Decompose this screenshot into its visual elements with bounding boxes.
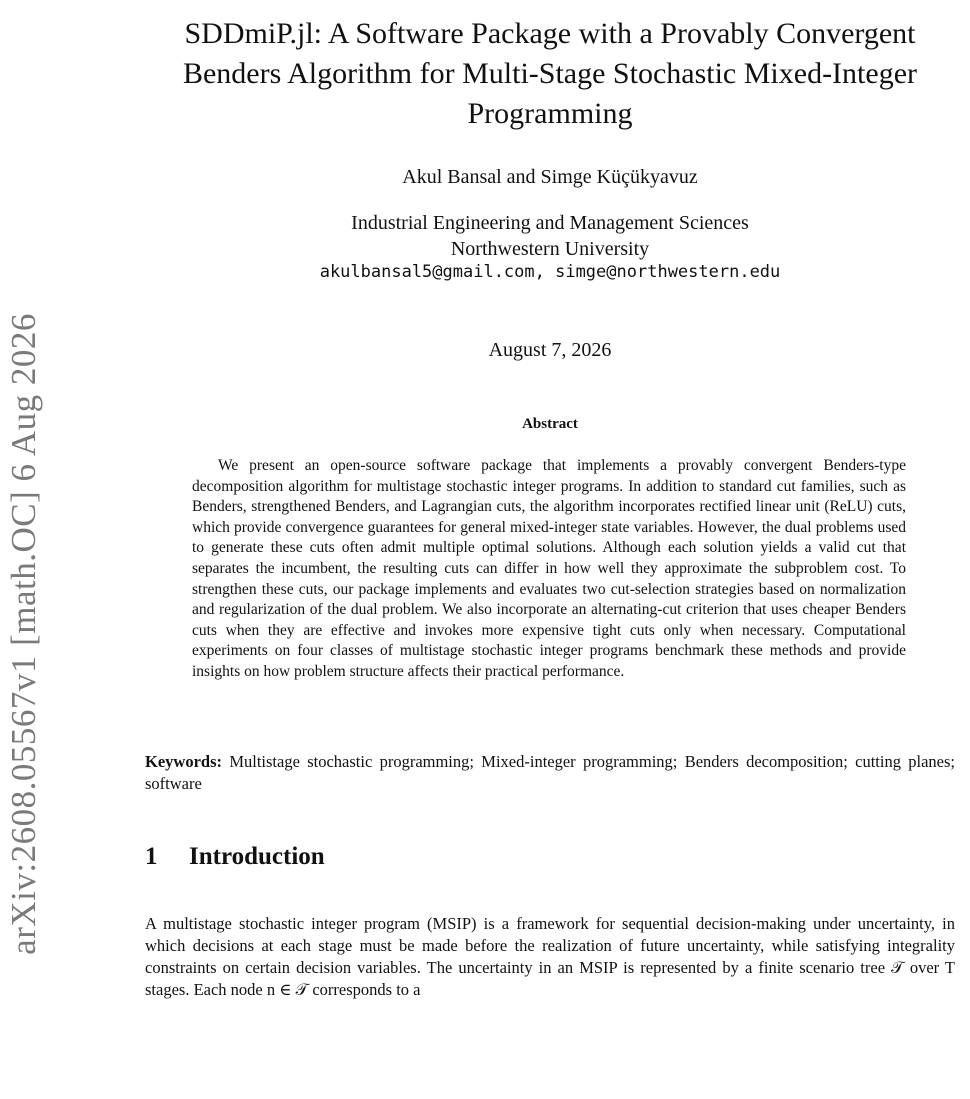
paper-title: SDDmiP.jl: A Software Package with a Provably Convergent Benders Algorithm for Multi-Stage Stochastic Mixed-Integer Programming bbox=[182, 17, 918, 130]
section-title: Introduction bbox=[189, 843, 325, 870]
introduction-text: A multistage stochastic integer program (MSIP) is a framework for sequential decision-making under uncertainty, in which decisions at each stage must be made before the realization of future uncertainty, while satisfying integrality constraints on certain decision variables. The uncertainty in an MSIP is represented by a finite scenario tree 𝒯 over T stages. Each node n ∈ 𝒯 corresponds to a bbox=[145, 914, 955, 999]
section-number: 1 bbox=[145, 843, 158, 870]
paper-date: August 7, 2026 bbox=[488, 339, 612, 361]
author-emails: akulbansal5@gmail.com, simge@northwestern.edu bbox=[319, 262, 781, 282]
abstract-heading: Abstract bbox=[522, 416, 578, 432]
keywords-label: Keywords: bbox=[145, 752, 222, 771]
department: Industrial Engineering and Management Sciences bbox=[351, 212, 749, 234]
abstract-text: We present an open-source software package that implements a provably convergent Benders-type decomposition algorithm for multistage stochastic integer programs. In addition to standard cut families, such as Benders, strengthened Benders, and Lagrangian cuts, the algorithm incorporates rectified linear unit (ReLU) cuts, which provide convergence guarantees for general mixed-integer state variables. However, the dual problems used to generate these cuts often admit multiple optimal solutions. Although each solution yields a valid cut that separates the incumbent, the resulting cuts can differ in how well they approximate the subproblem cost. To strengthen these cuts, our package implements and evaluates two cut-selection strategies based on normalization and regularization of the dual problem. We also incorporate an alternating-cut criterion that uses cheaper Benders cuts when they are effective and invokes more expensive tight cuts only when necessary. Computational experiments on four classes of multistage stochastic integer programs benchmark these methods and provide insights on how problem structure affects their practical performance. bbox=[192, 457, 906, 680]
affiliation bbox=[145, 210, 955, 262]
section-heading bbox=[145, 843, 325, 871]
authors: Akul Bansal and Simge Küçükyavuz bbox=[402, 166, 698, 188]
arxiv-identifier: arXiv:2608.05567v1 [math.OC] 6 Aug 2026 bbox=[4, 313, 43, 955]
keywords-text: Multistage stochastic programming; Mixed-integer programming; Benders decomposition; cutting planes; software bbox=[145, 752, 955, 793]
university: Northwestern University bbox=[450, 238, 650, 260]
keywords bbox=[145, 751, 955, 795]
